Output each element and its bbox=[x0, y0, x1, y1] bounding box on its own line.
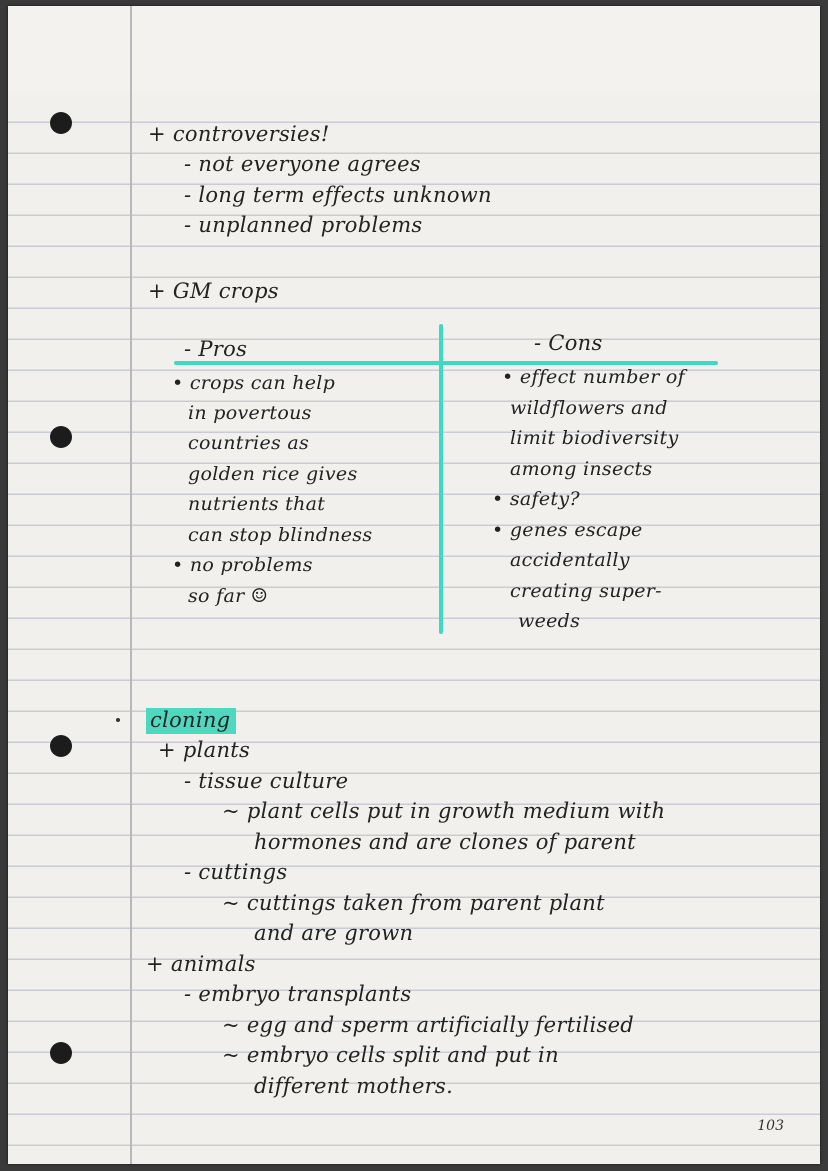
tissue-culture-detail: ~ plant cells put in growth medium with bbox=[222, 799, 666, 823]
cons-line: wildflowers and bbox=[510, 397, 668, 419]
pros-line: countries as bbox=[188, 432, 310, 454]
page-number: 103 bbox=[757, 1118, 784, 1134]
embryo-detail: ~ embryo cells split and put in bbox=[222, 1043, 559, 1067]
cons-heading: - Cons bbox=[534, 331, 603, 355]
pros-line: • no problems bbox=[172, 554, 313, 576]
animals-heading: + animals bbox=[146, 952, 256, 976]
embryo-transplants-heading: - embryo transplants bbox=[184, 982, 412, 1006]
plants-heading: + plants bbox=[158, 738, 251, 762]
margin-line bbox=[130, 6, 132, 1164]
punch-hole-icon bbox=[50, 112, 72, 134]
cuttings-heading: - cuttings bbox=[184, 860, 288, 884]
pros-line: so far ☺ bbox=[188, 585, 269, 607]
punch-hole-icon bbox=[50, 426, 72, 448]
cons-line: • genes escape bbox=[492, 519, 643, 541]
cons-line: weeds bbox=[518, 610, 581, 632]
pros-line: can stop blindness bbox=[188, 524, 373, 546]
pros-line: nutrients that bbox=[188, 493, 326, 515]
cons-line: • safety? bbox=[492, 488, 580, 510]
table-vertical-rule bbox=[439, 324, 443, 634]
cloning-heading bbox=[146, 710, 236, 731]
cons-line: among insects bbox=[510, 458, 653, 480]
cons-line: limit biodiversity bbox=[510, 427, 679, 449]
punch-hole-icon bbox=[50, 735, 72, 757]
pros-line: golden rice gives bbox=[188, 463, 358, 485]
cons-line: creating super- bbox=[510, 580, 662, 602]
controversies-heading: + controversies! bbox=[148, 122, 330, 146]
controversies-item: - long term effects unknown bbox=[184, 183, 492, 207]
table-horizontal-rule bbox=[174, 361, 718, 365]
embryo-detail: different mothers. bbox=[254, 1074, 454, 1098]
controversies-item: - not everyone agrees bbox=[184, 152, 421, 176]
tissue-culture-heading: - tissue culture bbox=[184, 769, 349, 793]
punch-hole-icon bbox=[50, 1042, 72, 1064]
pros-line: • crops can help bbox=[172, 372, 336, 394]
cuttings-detail: and are grown bbox=[254, 921, 414, 945]
controversies-item: - unplanned problems bbox=[184, 213, 423, 237]
notebook-page bbox=[8, 6, 820, 1164]
bullet-dot-icon bbox=[116, 718, 120, 722]
pros-heading: - Pros bbox=[184, 337, 248, 361]
cons-line: accidentally bbox=[510, 549, 630, 571]
cloning-highlight: cloning bbox=[146, 708, 236, 734]
cuttings-detail: ~ cuttings taken from parent plant bbox=[222, 891, 605, 915]
embryo-detail: ~ egg and sperm artificially fertilised bbox=[222, 1013, 635, 1037]
gm-crops-heading: + GM crops bbox=[148, 279, 279, 303]
pros-line: in povertous bbox=[188, 402, 312, 424]
tissue-culture-detail: hormones and are clones of parent bbox=[254, 830, 636, 854]
cons-line: • effect number of bbox=[502, 366, 686, 388]
